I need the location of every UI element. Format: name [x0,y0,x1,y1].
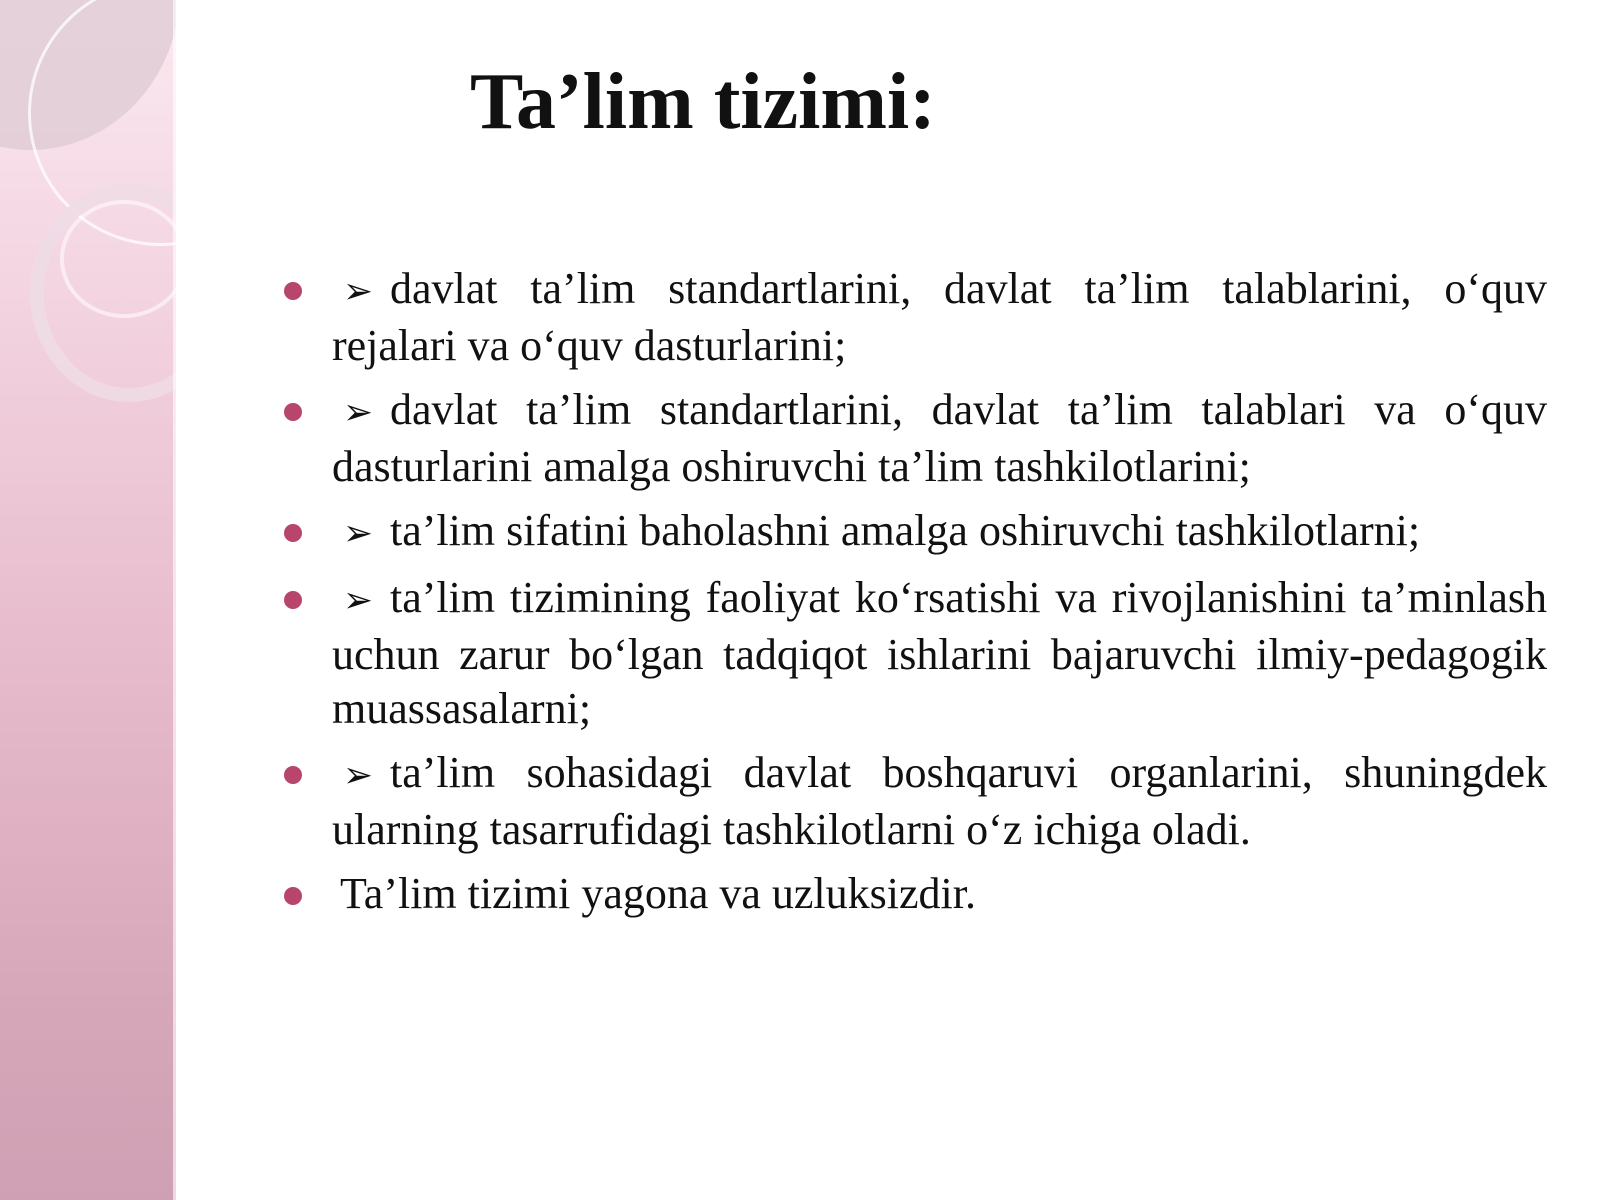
arrow-marker-icon: ➢ [342,392,374,433]
list-item [282,867,1547,921]
list-item [282,571,1547,736]
list-item-text: ta’lim sifatini baholashni amalga oshiruvchi tashkilotlarni; [390,506,1421,555]
list-item-text: davlat ta’lim standartlarini, davlat ta’lim talablari va o‘quv dasturlarini amalga oshiruvchi ta’lim tashkilotlarini; [332,385,1547,491]
list-item [282,383,1547,494]
list-item [282,746,1547,857]
list-item-text: Ta’lim tizimi yagona va uzluksizdir. [340,869,976,918]
bullet-list [282,262,1547,931]
list-item [282,504,1547,561]
arrow-marker-icon: ➢ [342,271,374,312]
list-item-text: ta’lim sohasidagi davlat boshqaruvi organlarini, shuningdek ularning tasarrufidagi tashkilotlarni o‘z ichiga oladi. [332,748,1547,854]
slide-title: Ta’lim tizimi: [470,58,936,146]
list-item-text: davlat ta’lim standartlarini, davlat ta’lim talablarini, o‘quv rejalari va o‘quv dasturlarini; [332,264,1547,370]
arrow-marker-icon: ➢ [342,580,374,621]
bullet-dot [284,524,302,542]
bullet-dot [284,591,302,609]
bullet-dot [284,282,302,300]
bullet-dot [284,403,302,421]
arrow-marker-icon: ➢ [342,755,374,796]
list-item [282,262,1547,373]
bullet-dot [284,887,302,905]
decorative-side-band [0,0,176,1200]
bullet-dot [284,766,302,784]
arrow-marker-icon: ➢ [342,513,374,554]
decorative-ring [60,200,176,318]
list-item-text: ta’lim tizimining faoliyat ko‘rsatishi va rivojlanishini ta’minlash uchun zarur bo‘lgan tadqiqot ishlarini bajaruvchi ilmiy-pedagogik muassasalarni; [332,573,1547,733]
